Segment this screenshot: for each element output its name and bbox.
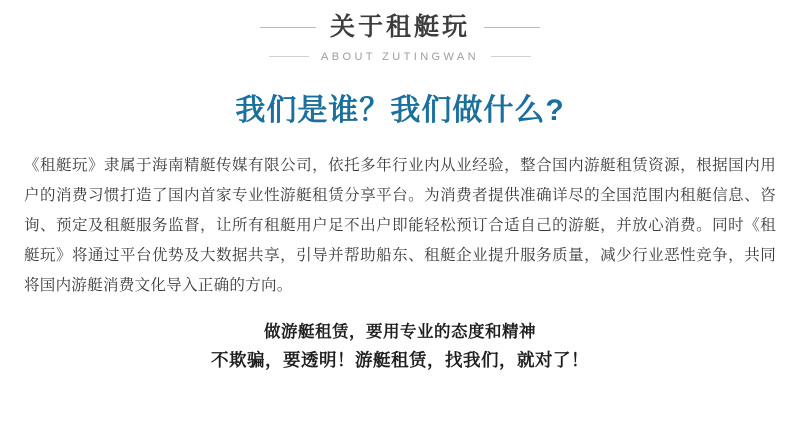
- page-header: [0, 14, 800, 63]
- body-section: [24, 151, 776, 302]
- section-headline: 我们是谁？我们做什么?: [235, 93, 565, 127]
- slogan-line-2: 不欺骗，要透明！游艇租赁，找我们，就对了！: [211, 350, 589, 371]
- page-subtitle: ABOUT ZUTINGWAN: [321, 50, 479, 63]
- about-page: [0, 14, 800, 430]
- slogan-line-1: 做游艇租赁，要用专业的态度和精神: [264, 322, 536, 341]
- subtitle-divider-left: [269, 56, 309, 57]
- subtitle-divider-right: [491, 56, 531, 57]
- slogan-block: [0, 320, 800, 375]
- divider-right: [484, 27, 540, 28]
- page-title: 关于租艇玩: [329, 13, 470, 41]
- divider-left: [260, 27, 316, 28]
- body-paragraph: 《租艇玩》隶属于海南精艇传媒有限公司，依托多年行业内从业经验，整合国内游艇租赁资源，根据国内用户的消费习惯打造了国内首家专业性游艇租赁分享平台。为消费者提供准确详尽的全国范围内租艇信息、咨询、预定及租艇服务监督，让所有租艇用户足不出户即能轻松预订合适自己的游艇，并放心消费。同时《租艇玩》将通过平台优势及大数据共享，引导并帮助船东、租艇企业提升服务质量，减少行业恶性竞争，共同将国内游艇消费文化导入正确的方向。: [24, 156, 776, 295]
- header-subtitle-row: [0, 51, 800, 63]
- header-title-row: [0, 14, 800, 42]
